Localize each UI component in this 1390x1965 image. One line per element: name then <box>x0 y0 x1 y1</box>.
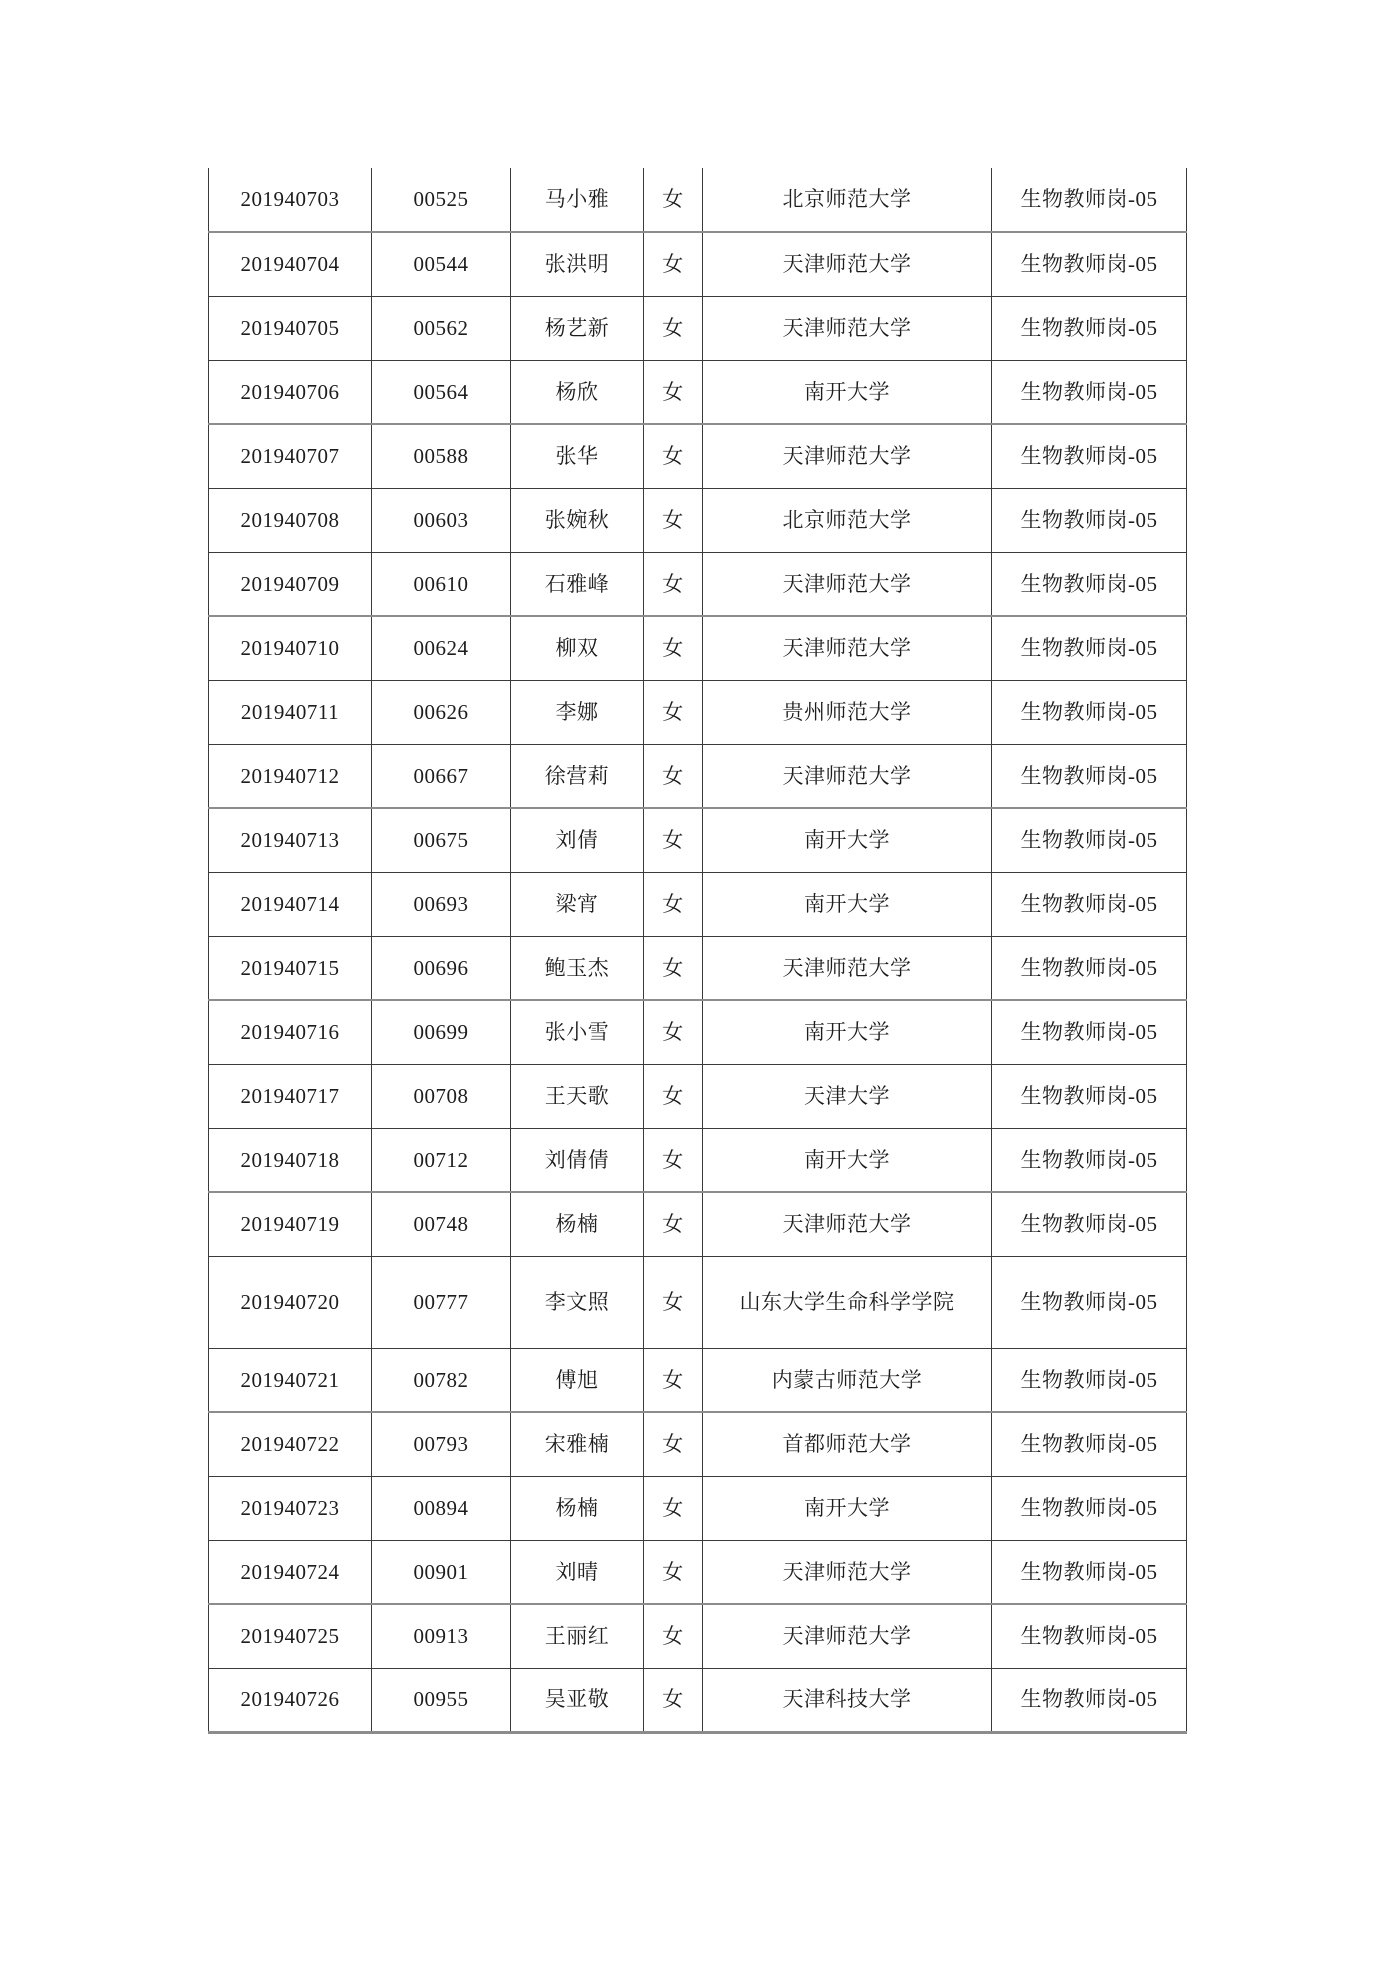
university-cell: 内蒙古师范大学 <box>703 1348 992 1412</box>
position-cell: 生物教师岗-05 <box>992 232 1187 296</box>
name-cell: 杨艺新 <box>511 296 644 360</box>
name-cell: 杨欣 <box>511 360 644 424</box>
name-cell: 宋雅楠 <box>511 1412 644 1476</box>
position-cell: 生物教师岗-05 <box>992 1604 1187 1668</box>
table-row <box>209 488 1187 552</box>
registration-id-cell: 201940717 <box>209 1064 372 1128</box>
name-cell: 张小雪 <box>511 1000 644 1064</box>
university-cell: 南开大学 <box>703 1000 992 1064</box>
university-cell: 南开大学 <box>703 1128 992 1192</box>
gender-cell: 女 <box>644 488 703 552</box>
table-row <box>209 936 1187 1000</box>
university-cell: 天津师范大学 <box>703 1192 992 1256</box>
university-cell: 天津师范大学 <box>703 296 992 360</box>
gender-cell: 女 <box>644 936 703 1000</box>
table-row <box>209 168 1187 232</box>
table-row <box>209 1604 1187 1668</box>
table-row <box>209 232 1187 296</box>
gender-cell: 女 <box>644 1064 703 1128</box>
name-cell: 鲍玉杰 <box>511 936 644 1000</box>
candidate-number-cell: 00675 <box>372 808 511 872</box>
table-row <box>209 1256 1187 1348</box>
name-cell: 张婉秋 <box>511 488 644 552</box>
registration-id-cell: 201940721 <box>209 1348 372 1412</box>
registration-id-cell: 201940714 <box>209 872 372 936</box>
candidate-number-cell: 00793 <box>372 1412 511 1476</box>
position-cell: 生物教师岗-05 <box>992 936 1187 1000</box>
position-cell: 生物教师岗-05 <box>992 1668 1187 1732</box>
gender-cell: 女 <box>644 1128 703 1192</box>
name-cell: 梁宵 <box>511 872 644 936</box>
name-cell: 王天歌 <box>511 1064 644 1128</box>
gender-cell: 女 <box>644 1604 703 1668</box>
candidate-number-cell: 00610 <box>372 552 511 616</box>
registration-id-cell: 201940704 <box>209 232 372 296</box>
name-cell: 马小雅 <box>511 168 644 232</box>
university-cell: 天津科技大学 <box>703 1668 992 1732</box>
name-cell: 李文照 <box>511 1256 644 1348</box>
name-cell: 柳双 <box>511 616 644 680</box>
position-cell: 生物教师岗-05 <box>992 552 1187 616</box>
position-cell: 生物教师岗-05 <box>992 616 1187 680</box>
registration-id-cell: 201940726 <box>209 1668 372 1732</box>
table-row <box>209 744 1187 808</box>
candidate-number-cell: 00782 <box>372 1348 511 1412</box>
table-row <box>209 1064 1187 1128</box>
name-cell: 吴亚敬 <box>511 1668 644 1732</box>
gender-cell: 女 <box>644 296 703 360</box>
registration-id-cell: 201940710 <box>209 616 372 680</box>
registration-id-cell: 201940712 <box>209 744 372 808</box>
position-cell: 生物教师岗-05 <box>992 296 1187 360</box>
candidate-number-cell: 00699 <box>372 1000 511 1064</box>
candidate-number-cell: 00667 <box>372 744 511 808</box>
gender-cell: 女 <box>644 1192 703 1256</box>
candidate-number-cell: 00894 <box>372 1476 511 1540</box>
position-cell: 生物教师岗-05 <box>992 424 1187 488</box>
gender-cell: 女 <box>644 616 703 680</box>
university-cell: 北京师范大学 <box>703 488 992 552</box>
university-cell: 天津师范大学 <box>703 744 992 808</box>
university-cell: 天津师范大学 <box>703 232 992 296</box>
table-row <box>209 1128 1187 1192</box>
candidate-number-cell: 00603 <box>372 488 511 552</box>
table-row <box>209 1000 1187 1064</box>
candidate-number-cell: 00955 <box>372 1668 511 1732</box>
candidate-number-cell: 00901 <box>372 1540 511 1604</box>
university-cell: 天津师范大学 <box>703 1604 992 1668</box>
candidate-number-cell: 00777 <box>372 1256 511 1348</box>
name-cell: 刘倩倩 <box>511 1128 644 1192</box>
university-cell: 天津大学 <box>703 1064 992 1128</box>
name-cell: 徐营莉 <box>511 744 644 808</box>
roster-table <box>208 168 1187 1734</box>
university-cell: 贵州师范大学 <box>703 680 992 744</box>
table-row <box>209 616 1187 680</box>
university-cell: 天津师范大学 <box>703 936 992 1000</box>
name-cell: 杨楠 <box>511 1192 644 1256</box>
position-cell: 生物教师岗-05 <box>992 744 1187 808</box>
registration-id-cell: 201940724 <box>209 1540 372 1604</box>
registration-id-cell: 201940725 <box>209 1604 372 1668</box>
position-cell: 生物教师岗-05 <box>992 808 1187 872</box>
registration-id-cell: 201940709 <box>209 552 372 616</box>
registration-id-cell: 201940707 <box>209 424 372 488</box>
position-cell: 生物教师岗-05 <box>992 488 1187 552</box>
table-row <box>209 1540 1187 1604</box>
candidate-number-cell: 00525 <box>372 168 511 232</box>
position-cell: 生物教师岗-05 <box>992 1540 1187 1604</box>
registration-id-cell: 201940723 <box>209 1476 372 1540</box>
name-cell: 刘晴 <box>511 1540 644 1604</box>
candidate-number-cell: 00564 <box>372 360 511 424</box>
university-cell: 南开大学 <box>703 872 992 936</box>
registration-id-cell: 201940706 <box>209 360 372 424</box>
name-cell: 李娜 <box>511 680 644 744</box>
registration-id-cell: 201940722 <box>209 1412 372 1476</box>
gender-cell: 女 <box>644 552 703 616</box>
position-cell: 生物教师岗-05 <box>992 1192 1187 1256</box>
position-cell: 生物教师岗-05 <box>992 1000 1187 1064</box>
position-cell: 生物教师岗-05 <box>992 1128 1187 1192</box>
candidate-number-cell: 00693 <box>372 872 511 936</box>
name-cell: 石雅峰 <box>511 552 644 616</box>
candidate-number-cell: 00696 <box>372 936 511 1000</box>
gender-cell: 女 <box>644 1348 703 1412</box>
name-cell: 傅旭 <box>511 1348 644 1412</box>
table-row <box>209 1476 1187 1540</box>
table-row <box>209 1348 1187 1412</box>
university-cell: 南开大学 <box>703 808 992 872</box>
gender-cell: 女 <box>644 424 703 488</box>
position-cell: 生物教师岗-05 <box>992 680 1187 744</box>
university-cell: 南开大学 <box>703 1476 992 1540</box>
name-cell: 张华 <box>511 424 644 488</box>
university-cell: 首都师范大学 <box>703 1412 992 1476</box>
table-row <box>209 552 1187 616</box>
gender-cell: 女 <box>644 872 703 936</box>
position-cell: 生物教师岗-05 <box>992 360 1187 424</box>
roster-table-body <box>209 168 1187 1732</box>
registration-id-cell: 201940708 <box>209 488 372 552</box>
university-cell: 北京师范大学 <box>703 168 992 232</box>
candidate-number-cell: 00712 <box>372 1128 511 1192</box>
position-cell: 生物教师岗-05 <box>992 872 1187 936</box>
candidate-number-cell: 00708 <box>372 1064 511 1128</box>
registration-id-cell: 201940703 <box>209 168 372 232</box>
candidate-number-cell: 00624 <box>372 616 511 680</box>
name-cell: 王丽红 <box>511 1604 644 1668</box>
university-cell: 天津师范大学 <box>703 1540 992 1604</box>
position-cell: 生物教师岗-05 <box>992 168 1187 232</box>
candidate-roster-table <box>208 168 1187 1734</box>
candidate-number-cell: 00748 <box>372 1192 511 1256</box>
gender-cell: 女 <box>644 744 703 808</box>
registration-id-cell: 201940716 <box>209 1000 372 1064</box>
registration-id-cell: 201940720 <box>209 1256 372 1348</box>
table-row <box>209 1668 1187 1732</box>
table-row <box>209 680 1187 744</box>
gender-cell: 女 <box>644 1476 703 1540</box>
candidate-number-cell: 00913 <box>372 1604 511 1668</box>
table-row <box>209 424 1187 488</box>
gender-cell: 女 <box>644 1412 703 1476</box>
name-cell: 张洪明 <box>511 232 644 296</box>
gender-cell: 女 <box>644 680 703 744</box>
university-cell: 天津师范大学 <box>703 424 992 488</box>
table-row <box>209 360 1187 424</box>
gender-cell: 女 <box>644 168 703 232</box>
position-cell: 生物教师岗-05 <box>992 1476 1187 1540</box>
gender-cell: 女 <box>644 808 703 872</box>
candidate-number-cell: 00626 <box>372 680 511 744</box>
registration-id-cell: 201940711 <box>209 680 372 744</box>
university-cell: 天津师范大学 <box>703 616 992 680</box>
table-row <box>209 1412 1187 1476</box>
gender-cell: 女 <box>644 1256 703 1348</box>
registration-id-cell: 201940719 <box>209 1192 372 1256</box>
position-cell: 生物教师岗-05 <box>992 1064 1187 1128</box>
table-row <box>209 808 1187 872</box>
candidate-number-cell: 00562 <box>372 296 511 360</box>
position-cell: 生物教师岗-05 <box>992 1256 1187 1348</box>
university-cell: 山东大学生命科学学院 <box>703 1256 992 1348</box>
table-row <box>209 296 1187 360</box>
registration-id-cell: 201940713 <box>209 808 372 872</box>
table-row <box>209 872 1187 936</box>
gender-cell: 女 <box>644 360 703 424</box>
position-cell: 生物教师岗-05 <box>992 1412 1187 1476</box>
gender-cell: 女 <box>644 1668 703 1732</box>
university-cell: 南开大学 <box>703 360 992 424</box>
name-cell: 杨楠 <box>511 1476 644 1540</box>
table-row <box>209 1192 1187 1256</box>
gender-cell: 女 <box>644 232 703 296</box>
position-cell: 生物教师岗-05 <box>992 1348 1187 1412</box>
gender-cell: 女 <box>644 1540 703 1604</box>
gender-cell: 女 <box>644 1000 703 1064</box>
registration-id-cell: 201940718 <box>209 1128 372 1192</box>
name-cell: 刘倩 <box>511 808 644 872</box>
university-cell: 天津师范大学 <box>703 552 992 616</box>
registration-id-cell: 201940705 <box>209 296 372 360</box>
registration-id-cell: 201940715 <box>209 936 372 1000</box>
candidate-number-cell: 00588 <box>372 424 511 488</box>
candidate-number-cell: 00544 <box>372 232 511 296</box>
